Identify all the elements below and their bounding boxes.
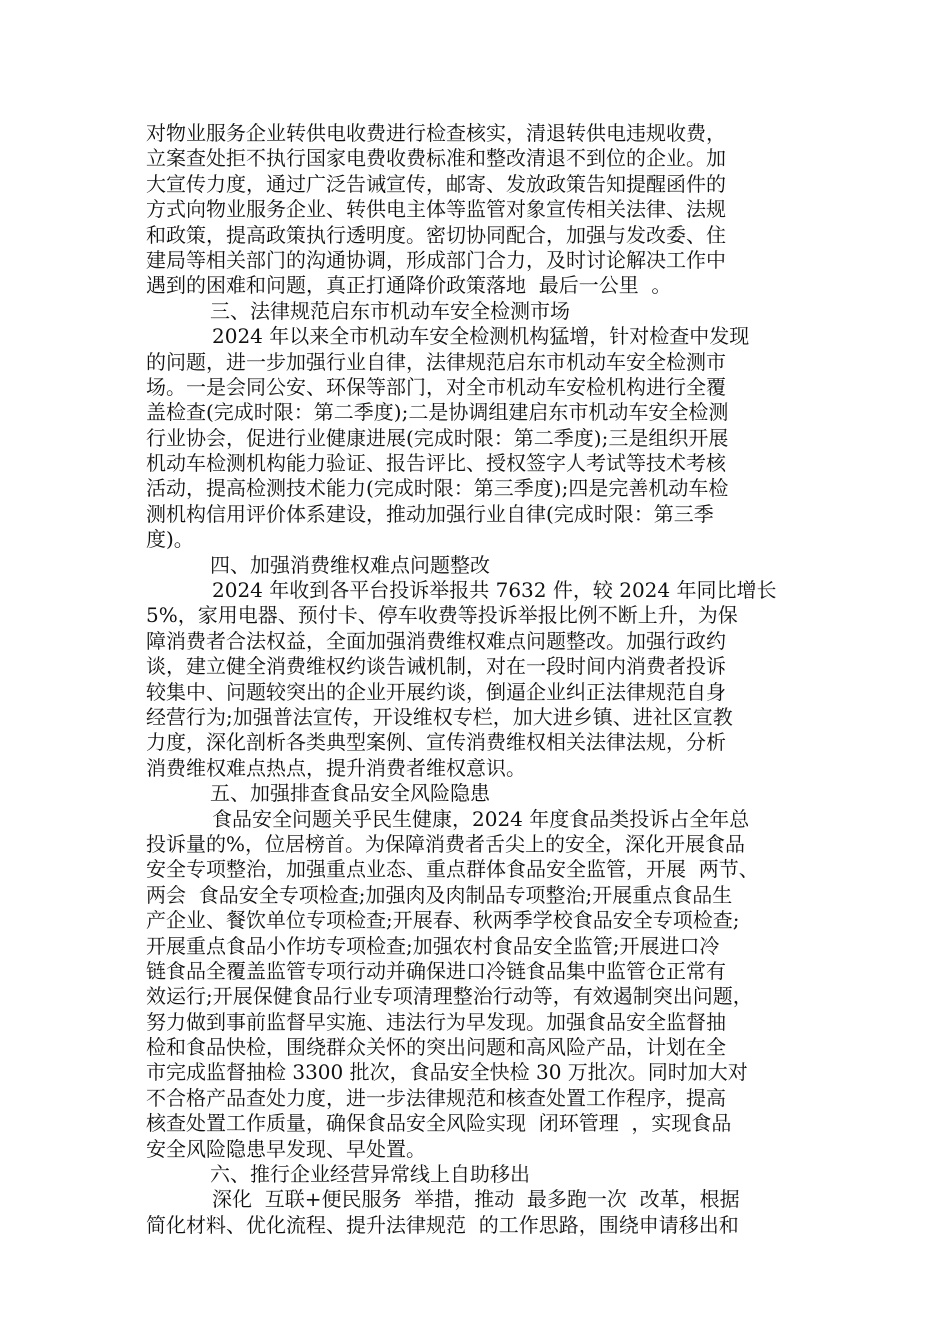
text-line: 机动车检测机构能力验证、报告评比、授权签字人考试等技术考核 [146, 451, 726, 476]
text-line: 经营行为;加强普法宣传，开设维权专栏，加大进乡镇、进社区宣教 [146, 704, 733, 729]
text-line: 简化材料、优化流程、提升法律规范 的工作思路，围绕申请移出和 [146, 1212, 739, 1237]
text-line: 较集中、问题较突出的企业开展约谈，倒逼企业纠正法律规范自身 [146, 679, 726, 704]
section-heading: 三、法律规范启东市机动车安全检测市场 [210, 298, 570, 323]
text-line: 努力做到事前监督早实施、违法行为早发现。加强食品安全监督抽 [146, 1009, 726, 1034]
text-line: 遇到的困难和问题，真正打通降价政策落地 最后一公里 。 [146, 273, 672, 298]
text-line: 投诉量的%，位居榜首。为保障消费者舌尖上的安全，深化开展食品 [146, 831, 746, 856]
text-line: 的问题，进一步加强行业自律，法律规范启东市机动车安全检测市 [146, 349, 726, 374]
text-line: 消费维权难点热点，提升消费者维权意识。 [146, 755, 526, 780]
section-heading: 六、推行企业经营异常线上自助移出 [210, 1162, 530, 1187]
text-line: 大宣传力度，通过广泛告诫宣传，邮寄、发放政策告知提醒函件的 [146, 171, 726, 196]
text-line: 效运行;开展保健食品行业专项清理整治行动等，有效遏制突出问题， [146, 984, 753, 1009]
text-line: 力度，深化剖析各类典型案例、宣传消费维权相关法律法规，分析 [146, 730, 726, 755]
text-line: 2024 年收到各平台投诉举报共 7632 件，较 2024 年同比增长 [212, 578, 777, 603]
text-line: 安全风险隐患早发现、早处置。 [146, 1136, 426, 1161]
text-line: 市完成监督抽检 3300 批次，食品安全快检 30 万批次。同时加大对 [146, 1060, 748, 1085]
text-line: 活动，提高检测技术能力(完成时限：第三季度);四是完善机动车检 [146, 476, 729, 501]
text-line: 度)。 [146, 527, 194, 552]
text-line: 建局等相关部门的沟通协调，形成部门合力，及时讨论解决工作中 [146, 247, 726, 272]
text-line: 立案查处拒不执行国家电费收费标准和整改清退不到位的企业。加 [146, 146, 726, 171]
text-line: 核查处置工作质量，确保食品安全风险实现 闭环管理 ，实现食品 [146, 1111, 732, 1136]
text-line: 场。一是会同公安、环保等部门，对全市机动车安检机构进行全覆 [146, 374, 726, 399]
text-line: 两会 食品安全专项检查;加强肉及肉制品专项整治;开展重点食品生 [146, 882, 733, 907]
text-line: 行业协会，促进行业健康进展(完成时限：第二季度);三是组织开展 [146, 425, 729, 450]
text-line: 2024 年以来全市机动车安全检测机构猛增，针对检查中发现 [212, 324, 750, 349]
text-line: 5%，家用电器、预付卡、停车收费等投诉举报比例不断上升，为保 [146, 603, 738, 628]
text-line: 检和食品快检，围绕群众关怀的突出问题和高风险产品，计划在全 [146, 1035, 726, 1060]
text-line: 和政策，提高政策执行透明度。密切协同配合，加强与发改委、住 [146, 222, 726, 247]
text-line: 对物业服务企业转供电收费进行检查核实，清退转供电违规收费， [146, 121, 726, 145]
text-line: 不合格产品查处力度，进一步法律规范和核查处置工作程序，提高 [146, 1085, 726, 1110]
text-line: 安全专项整治，加强重点业态、重点群体食品安全监管，开展 两节、 [146, 857, 759, 882]
text-line: 深化 互联+便民服务 举措，推动 最多跑一次 改革，根据 [212, 1187, 740, 1212]
document-body [146, 121, 806, 1238]
section-heading: 四、加强消费维权难点问题整改 [210, 552, 490, 577]
text-line: 测机构信用评价体系建设，推动加强行业自律(完成时限：第三季 [146, 501, 714, 526]
text-line: 障消费者合法权益，全面加强消费维权难点问题整改。加强行政约 [146, 628, 726, 653]
text-line: 链食品全覆盖监管专项行动并确保进口冷链食品集中监管仓正常有 [146, 958, 726, 983]
text-line: 食品安全问题关乎民生健康，2024 年度食品类投诉占全年总 [212, 806, 750, 831]
text-line: 开展重点食品小作坊专项检查;加强农村食品安全监管;开展进口冷 [146, 933, 720, 958]
text-line: 谈，建立健全消费维权约谈告诫机制，对在一段时间内消费者投诉 [146, 654, 726, 679]
text-line: 方式向物业服务企业、转供电主体等监管对象宣传相关法律、法规 [146, 197, 726, 222]
section-heading: 五、加强排查食品安全风险隐患 [210, 781, 490, 806]
text-line: 盖检查(完成时限：第二季度);二是协调组建启东市机动车安全检测 [146, 400, 729, 425]
text-line: 产企业、餐饮单位专项检查;开展春、秋两季学校食品安全专项检查; [146, 908, 740, 933]
